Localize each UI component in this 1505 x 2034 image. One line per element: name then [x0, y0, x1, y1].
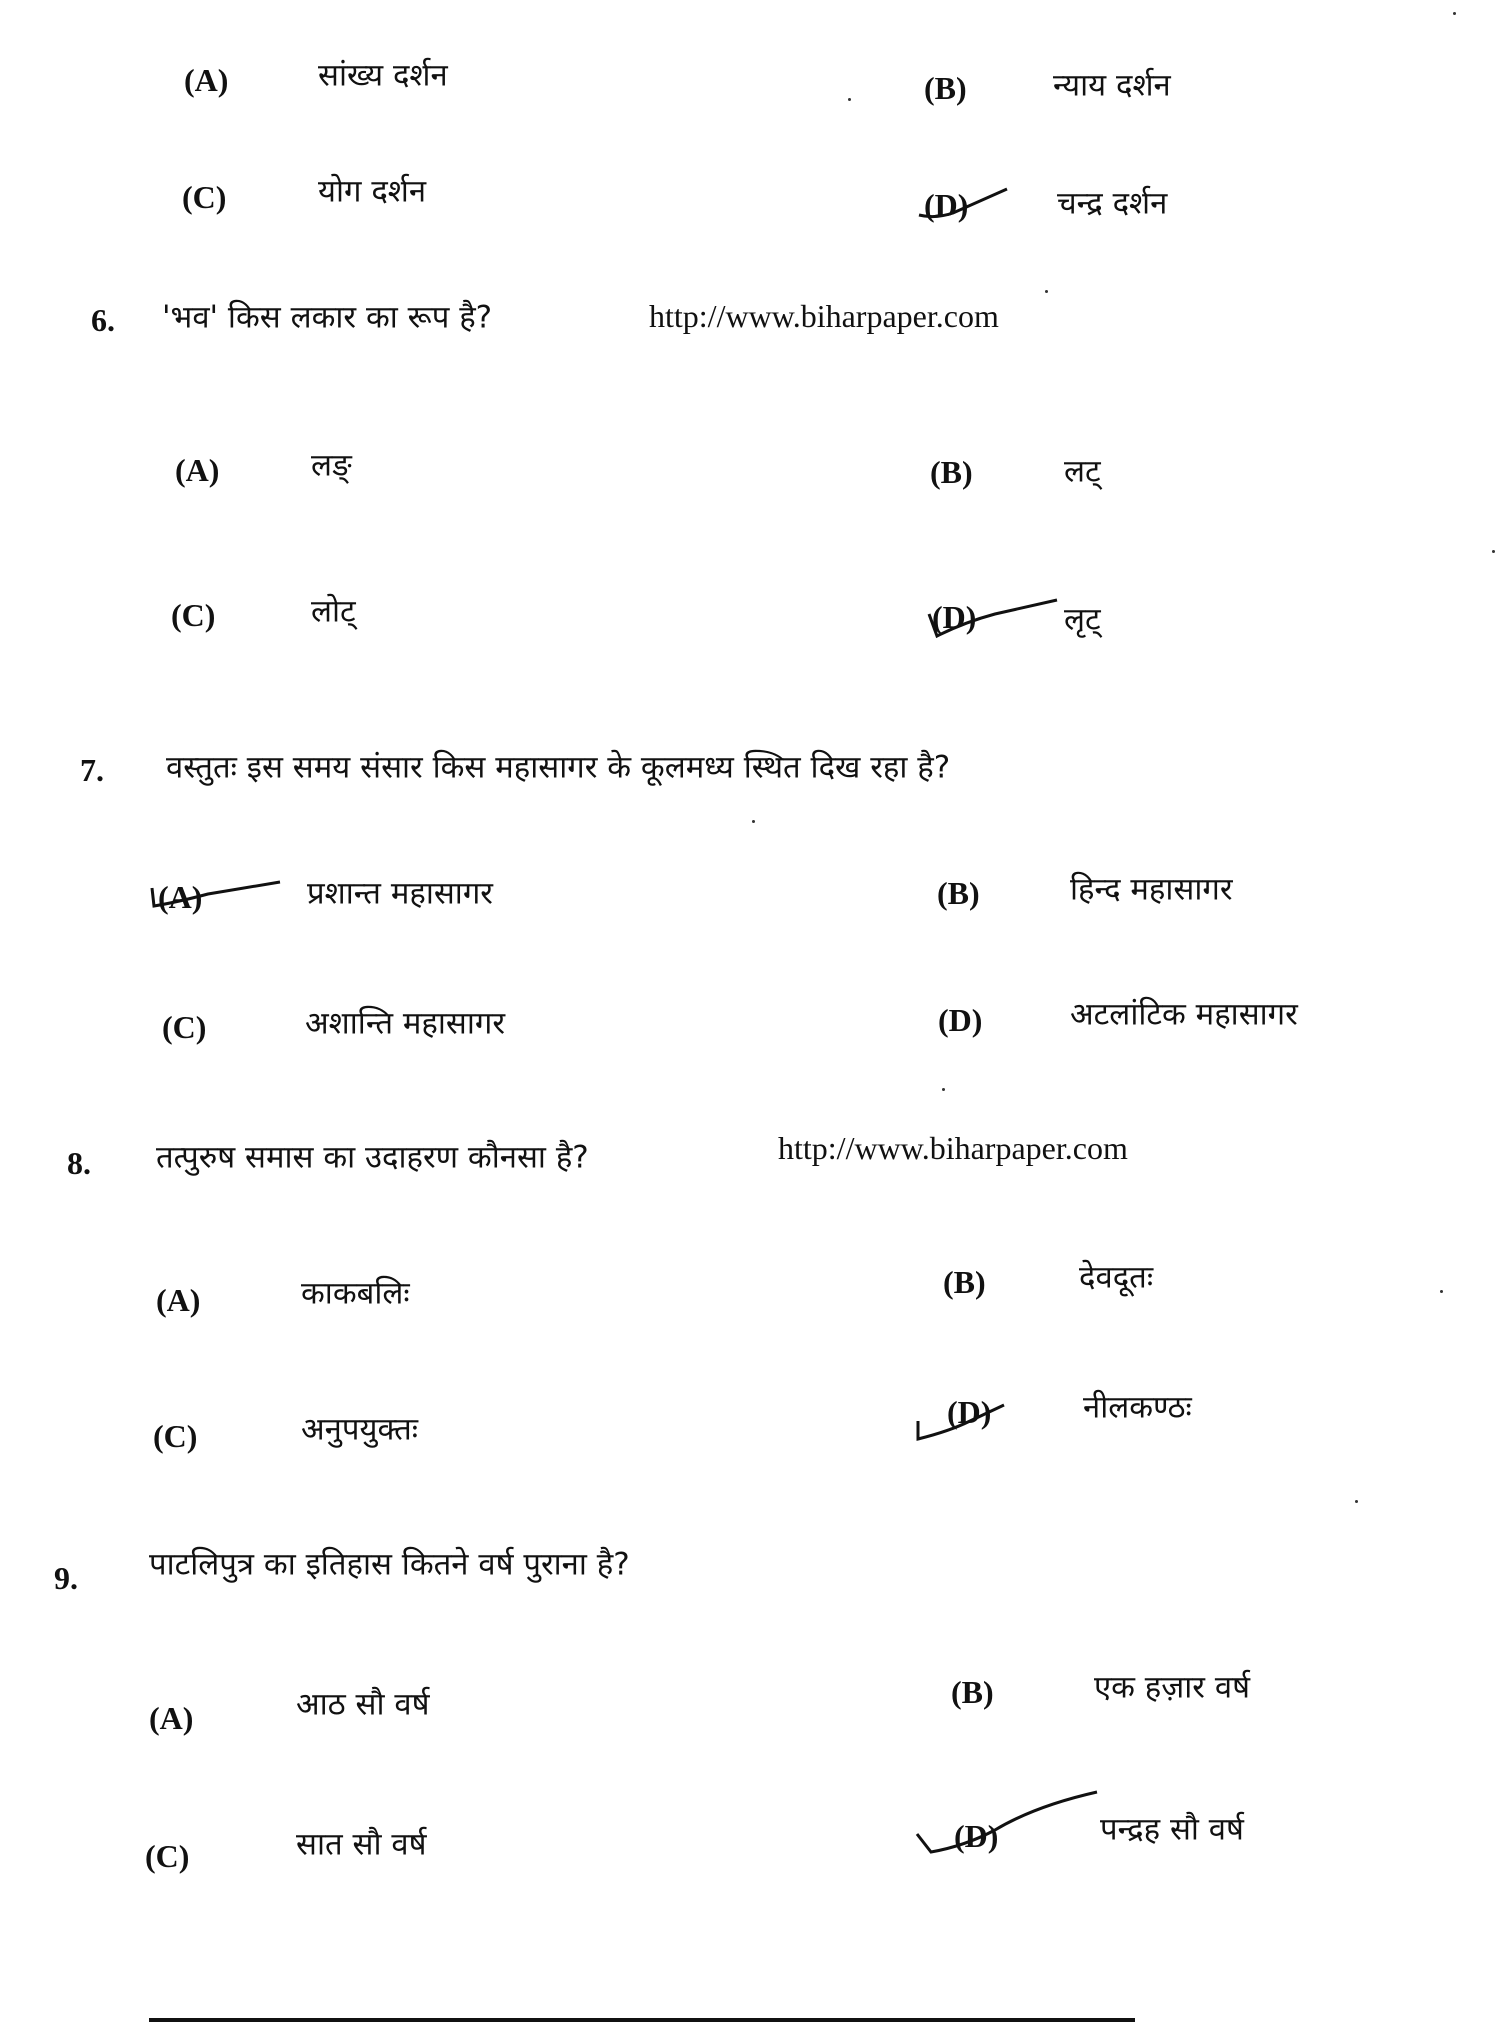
option-text: लोट् [311, 593, 356, 630]
option-label: (A) [156, 1282, 201, 1318]
option-label: (B) [937, 875, 980, 911]
question-number: 9. [54, 1560, 78, 1596]
option-text: अशान्ति महासागर [305, 1005, 506, 1042]
option-label: (B) [924, 70, 967, 106]
watermark-url: http://www.biharpaper.com [778, 1130, 1128, 1166]
question-text: 'भव' किस लकार का रूप है? [162, 299, 493, 336]
option-text: प्रशान्त महासागर [307, 875, 493, 912]
option-label: (B) [930, 454, 973, 490]
option-text: लृट् [1064, 601, 1101, 638]
page-bottom-rule [149, 2018, 1135, 2022]
option-label: (D) [924, 187, 969, 223]
option-label: (C) [162, 1009, 207, 1045]
scan-speck [1355, 1500, 1358, 1503]
question-text: पाटलिपुत्र का इतिहास कितने वर्ष पुराना है? [149, 1546, 630, 1583]
question-number: 6. [91, 302, 115, 338]
option-text: सांख्य दर्शन [318, 57, 448, 94]
option-label: (D) [932, 599, 977, 635]
option-text: देवदूतः [1079, 1259, 1154, 1296]
option-text: अनुपयुक्तः [301, 1411, 419, 1448]
question-text: तत्पुरुष समास का उदाहरण कौनसा है? [156, 1139, 589, 1176]
option-label: (C) [145, 1838, 190, 1874]
option-text: आठ सौ वर्ष [296, 1686, 430, 1723]
option-label: (A) [158, 879, 203, 915]
option-text: काकबलिः [301, 1275, 410, 1312]
option-text: नीलकण्ठः [1083, 1389, 1192, 1426]
tick-mark-icon [148, 872, 288, 915]
scan-speck [752, 820, 755, 823]
tick-mark-icon [925, 592, 1065, 642]
option-text: न्याय दर्शन [1053, 67, 1171, 104]
option-text: एक हज़ार वर्ष [1094, 1669, 1250, 1706]
option-label: (D) [947, 1394, 992, 1430]
option-label: (C) [153, 1418, 198, 1454]
option-label: (A) [175, 452, 220, 488]
option-label: (C) [171, 597, 216, 633]
option-text: योग दर्शन [318, 173, 427, 210]
option-label: (A) [184, 62, 229, 98]
option-label: (D) [938, 1002, 983, 1038]
option-label: (C) [182, 179, 227, 215]
scan-speck [1453, 12, 1456, 15]
option-text: अटलांटिक महासागर [1070, 996, 1298, 1033]
scan-speck [848, 98, 851, 101]
option-text: लट् [1064, 453, 1101, 490]
option-label: (B) [951, 1674, 994, 1710]
scan-speck [942, 1088, 945, 1091]
option-label: (A) [149, 1700, 194, 1736]
question-text: वस्तुतः इस समय संसार किस महासागर के कूलमध्य स्थित दिख रहा है? [166, 749, 951, 786]
scan-speck [1045, 290, 1048, 293]
option-text: पन्द्रह सौ वर्ष [1100, 1811, 1244, 1848]
tick-mark-icon [910, 1395, 1010, 1445]
question-number: 7. [80, 752, 104, 788]
option-text: चन्द्र दर्शन [1057, 185, 1168, 222]
watermark-url: http://www.biharpaper.com [649, 298, 999, 334]
option-label: (B) [943, 1264, 986, 1300]
question-number: 8. [67, 1145, 91, 1181]
tick-mark-icon [915, 185, 1015, 225]
option-text: हिन्द महासागर [1070, 871, 1233, 908]
option-text: सात सौ वर्ष [296, 1826, 427, 1863]
option-text: लङ् [311, 447, 352, 484]
scan-speck [1492, 550, 1495, 553]
option-label: (D) [954, 1818, 999, 1854]
scan-speck [1440, 1290, 1443, 1293]
tick-mark-icon [915, 1780, 1105, 1860]
